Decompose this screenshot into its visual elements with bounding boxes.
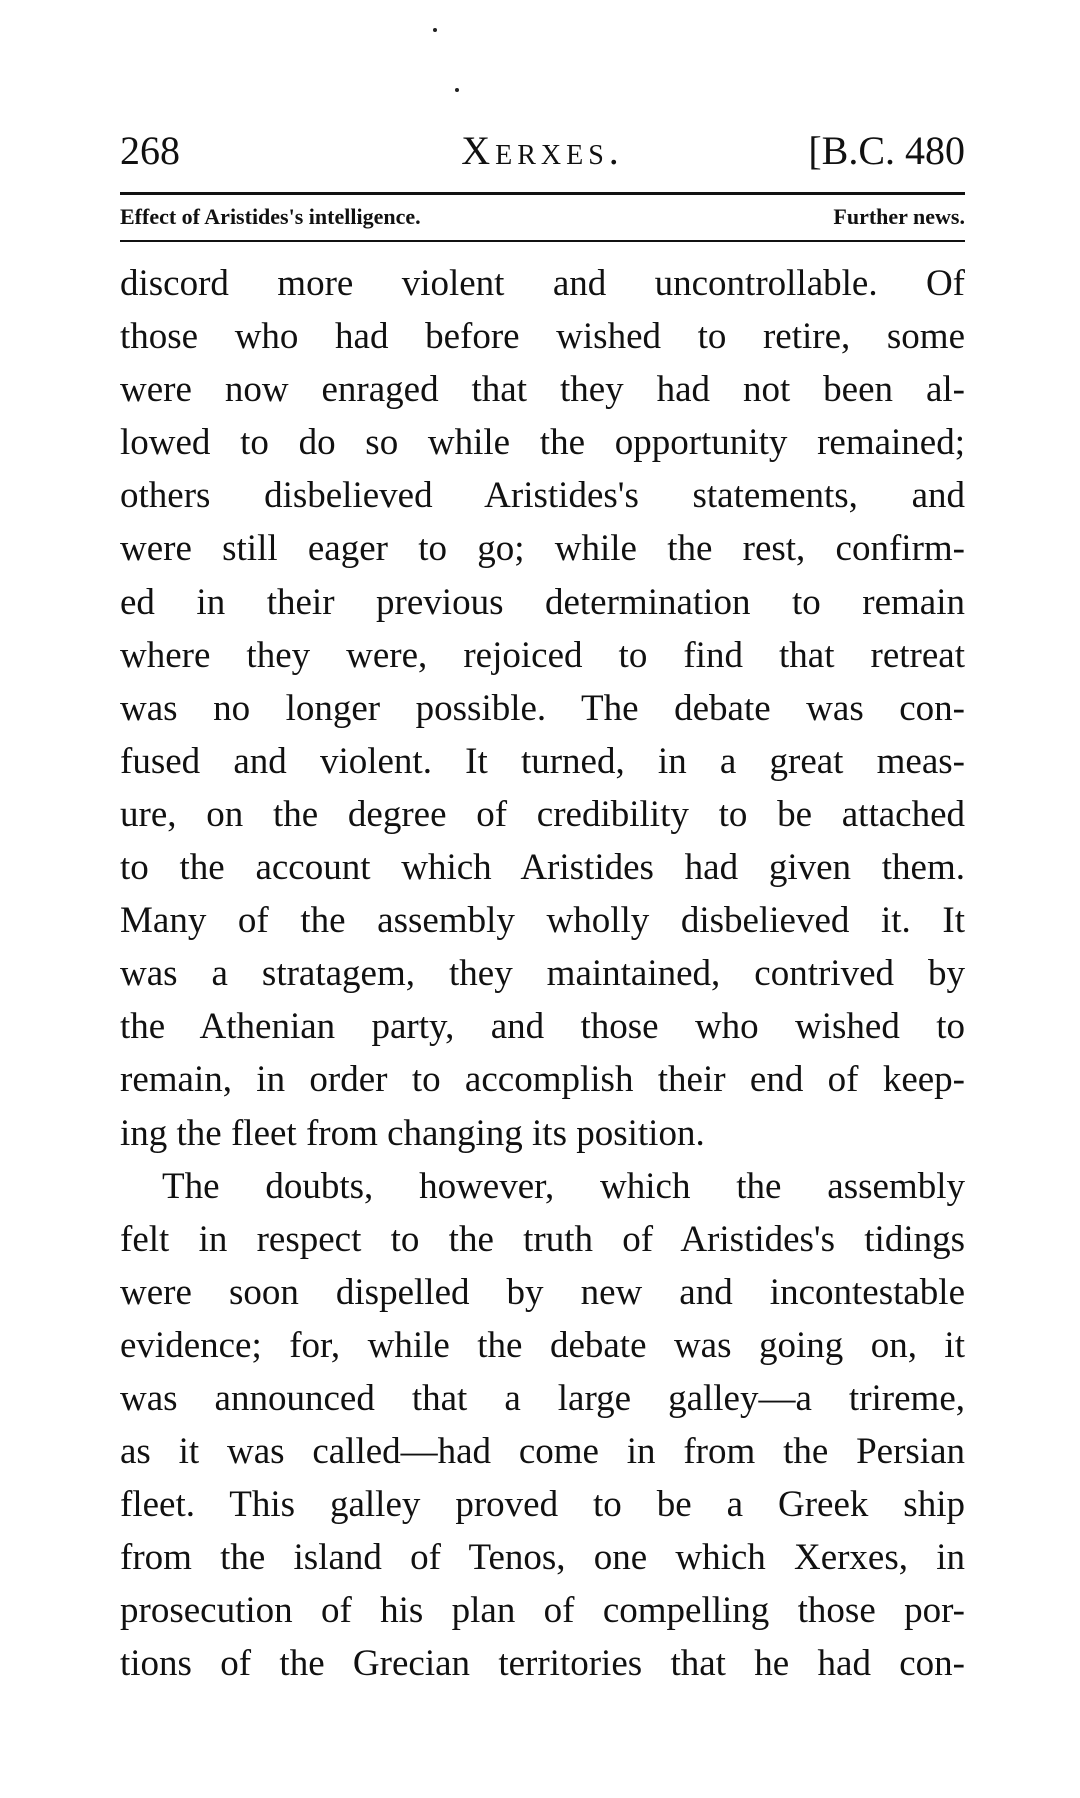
side-note-right: Further news. xyxy=(833,204,965,229)
text-line: tions of the Grecian territories that he had con- xyxy=(120,1643,965,1685)
body-text xyxy=(120,257,965,1691)
header-rule xyxy=(120,192,965,195)
text-line: as it was called—had come in from the Persian xyxy=(120,1431,965,1473)
running-title: Xerxes. xyxy=(461,128,624,173)
running-head xyxy=(120,126,965,176)
side-note-rule xyxy=(120,240,965,242)
text-line: those who had before wished to retire, some xyxy=(120,316,965,358)
text-line: was no longer possible. The debate was con- xyxy=(120,687,965,729)
text-line: the Athenian party, and those who wished to xyxy=(120,1006,965,1048)
date-label: [B.C. 480 xyxy=(808,128,965,173)
text-line: felt in respect to the truth of Aristides's tidings xyxy=(120,1218,965,1260)
text-line: from the island of Tenos, one which Xerxes, in xyxy=(120,1537,965,1579)
text-line: ed in their previous determination to remain xyxy=(120,581,965,623)
side-note-left: Effect of Aristides's intelligence. xyxy=(120,204,421,229)
text-line: where they were, rejoiced to find that retreat xyxy=(120,634,965,676)
text-line: lowed to do so while the opportunity remained; xyxy=(120,422,965,464)
text-line: others disbelieved Aristides's statements, and xyxy=(120,475,965,517)
text-line: was a stratagem, they maintained, contrived by xyxy=(120,953,965,995)
text-line: were soon dispelled by new and incontestable xyxy=(120,1271,965,1313)
text-line-paragraph-end: ing the fleet from changing its position. xyxy=(120,1112,705,1154)
text-line-paragraph-start: The doubts, however, which the assembly xyxy=(162,1165,965,1207)
text-line: remain, in order to accomplish their end of keep- xyxy=(120,1059,965,1101)
text-line: fleet. This galley proved to be a Greek ship xyxy=(120,1484,965,1526)
side-notes xyxy=(120,200,965,234)
text-line: was announced that a large galley—a trireme, xyxy=(120,1377,965,1419)
text-line: evidence; for, while the debate was going on, it xyxy=(120,1324,965,1366)
text-line: ure, on the degree of credibility to be attached xyxy=(120,793,965,835)
ink-speck xyxy=(433,28,437,32)
text-line: were still eager to go; while the rest, confirm- xyxy=(120,528,965,570)
text-line: fused and violent. It turned, in a great meas- xyxy=(120,740,965,782)
text-line: to the account which Aristides had given them. xyxy=(120,847,965,889)
text-line: discord more violent and uncontrollable. Of xyxy=(120,263,965,304)
text-line: Many of the assembly wholly disbelieved it. It xyxy=(120,900,965,942)
text-line: prosecution of his plan of compelling those por- xyxy=(120,1590,965,1632)
text-line: were now enraged that they had not been al- xyxy=(120,369,965,411)
page-number: 268 xyxy=(120,128,180,173)
ink-speck xyxy=(455,88,459,92)
